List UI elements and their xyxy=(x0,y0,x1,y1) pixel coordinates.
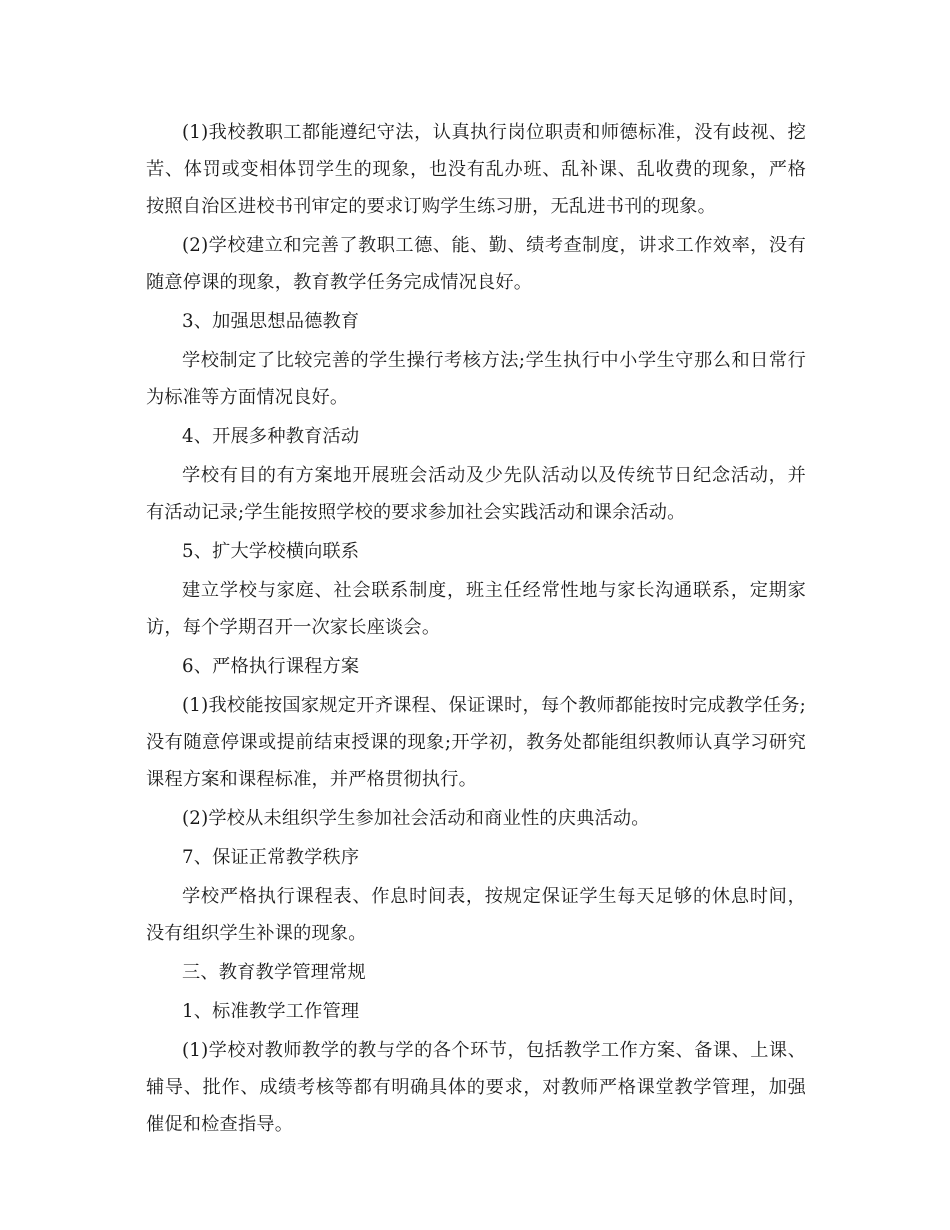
chapter-heading-3: 三、教育教学管理常规 xyxy=(182,962,366,983)
section-heading-4: 4、开展多种教育活动 xyxy=(182,426,360,447)
paragraph-2: (2)学校建立和完善了教职工德、能、勤、绩考查制度，讲求工作效率，没有随意停课的现象，教育教学任务完成情况良好。 xyxy=(146,235,806,293)
paragraph-6a: (1)我校能按国家规定开齐课程、保证课时，每个教师都能按时完成教学任务;没有随意停课或提前结束授课的现象;开学初，教务处都能组织教师认真学习研究课程方案和课程标准，并严格贯彻执行。 xyxy=(146,695,806,790)
section-heading-7: 7、保证正常教学秩序 xyxy=(182,847,360,868)
paragraph-7: 学校严格执行课程表、作息时间表，按规定保证学生每天足够的休息时间，没有组织学生补课的现象。 xyxy=(146,886,806,944)
paragraph-4: 学校有目的有方案地开展班会活动及少先队活动以及传统节日纪念活动，并有活动记录;学生能按照学校的要求参加社会实践活动和课余活动。 xyxy=(146,465,806,523)
paragraph-8: (1)学校对教师教学的教与学的各个环节，包括教学工作方案、备课、上课、辅导、批作、成绩考核等都有明确具体的要求，对教师严格课堂教学管理，加强催促和检查指导。 xyxy=(146,1040,806,1135)
paragraph-6b: (2)学校从未组织学生参加社会活动和商业性的庆典活动。 xyxy=(182,808,650,829)
document-body xyxy=(146,114,806,1145)
paragraph-1: (1)我校教职工都能遵纪守法，认真执行岗位职责和师德标准，没有歧视、挖苦、体罚或变相体罚学生的现象，也没有乱办班、乱补课、乱收费的现象，严格按照自治区进校书刊审定的要求订购学生练习册，无乱进书刊的现象。 xyxy=(146,122,806,217)
section-heading-5: 5、扩大学校横向联系 xyxy=(182,541,360,562)
paragraph-5: 建立学校与家庭、社会联系制度，班主任经常性地与家长沟通联系，定期家访，每个学期召开一次家长座谈会。 xyxy=(146,580,806,638)
section-heading-1: 1、标准教学工作管理 xyxy=(182,1001,360,1022)
paragraph-3: 学校制定了比较完善的学生操行考核方法;学生执行中小学生守那么和日常行为标准等方面情况良好。 xyxy=(146,350,806,408)
section-heading-3: 3、加强思想品德教育 xyxy=(182,311,360,332)
section-heading-6: 6、严格执行课程方案 xyxy=(182,656,360,677)
